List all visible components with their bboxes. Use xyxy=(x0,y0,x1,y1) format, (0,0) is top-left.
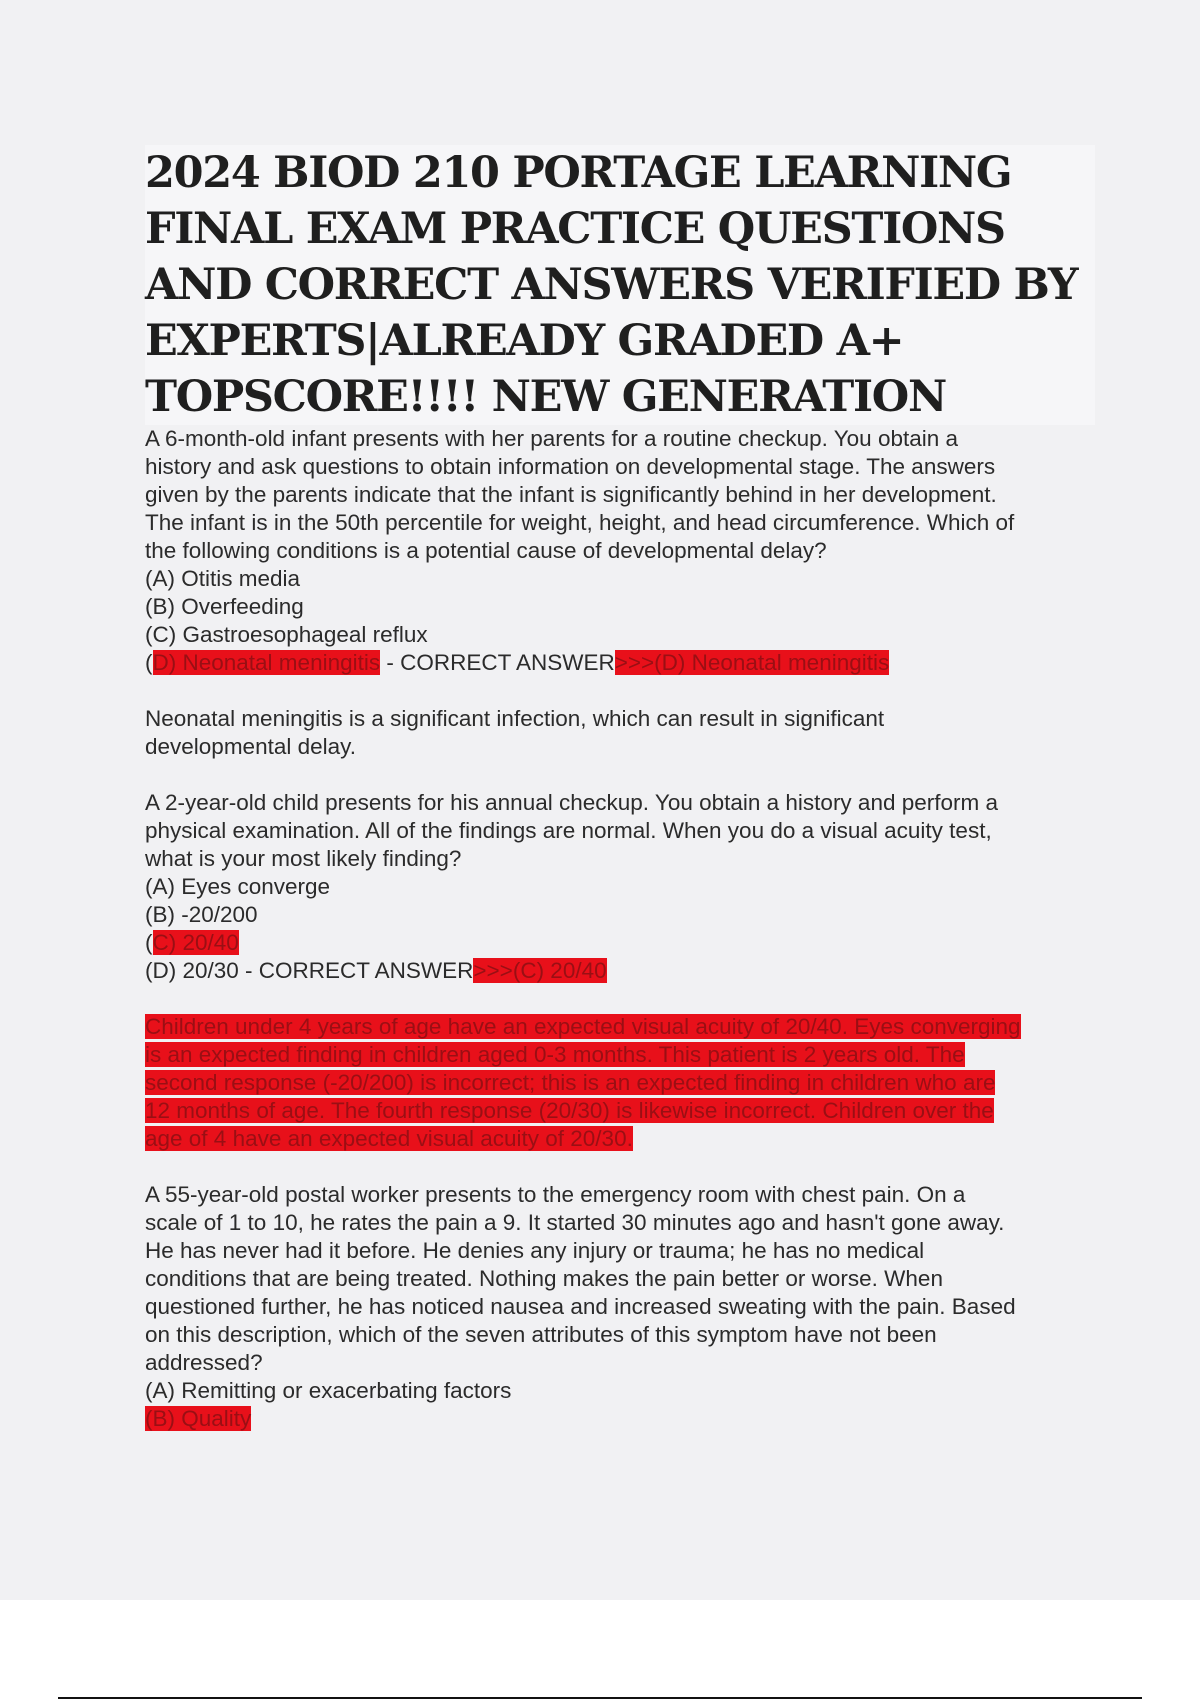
question-3-option-a: (A) Remitting or exacerbating factors xyxy=(145,1378,512,1403)
highlighted-explanation: Children under 4 years of age have an expected visual acuity of 20/40. Eyes converging xyxy=(145,1014,1021,1039)
highlighted-explanation: 12 months of age. The fourth response (20/30) is likewise incorrect. Children over the xyxy=(145,1098,994,1123)
question-3-line: on this description, which of the seven attributes of this symptom have not been xyxy=(145,1322,937,1347)
question-3-line: conditions that are being treated. Nothing makes the pain better or worse. When xyxy=(145,1266,943,1291)
question-2-option-a: (A) Eyes converge xyxy=(145,874,331,899)
question-3-line: scale of 1 to 10, he rates the pain a 9. It started 30 minutes ago and hasn't gone away. xyxy=(145,1210,1005,1235)
highlighted-option-text: D) Neonatal meningitis xyxy=(152,650,381,675)
question-2 xyxy=(145,789,1090,1181)
spacer xyxy=(145,1153,1090,1181)
question-2-option-c xyxy=(145,929,1090,957)
highlighted-option-text: (B) Quality xyxy=(145,1406,252,1431)
question-1-line: The infant is in the 50th percentile for weight, height, and head circumference. Which of xyxy=(145,510,1015,535)
question-1-option-c: (C) Gastroesophageal reflux xyxy=(145,622,428,647)
question-1-line: history and ask questions to obtain information on developmental stage. The answers xyxy=(145,454,996,479)
correct-answer-label: - CORRECT ANSWER xyxy=(380,650,615,675)
highlighted-explanation: is an expected finding in children aged 0-3 months. This patient is 2 years old. The xyxy=(145,1042,965,1067)
question-1-line: the following conditions is a potential cause of developmental delay? xyxy=(145,538,827,563)
question-1 xyxy=(145,425,1090,789)
highlighted-explanation: age of 4 have an expected visual acuity of 20/30. xyxy=(145,1126,633,1151)
document-content xyxy=(145,145,1090,1433)
title-block xyxy=(145,145,1095,425)
question-2-line: what is your most likely finding? xyxy=(145,846,462,871)
option-paren: ( xyxy=(145,650,153,675)
explanation-1-line: Neonatal meningitis is a significant infection, which can result in significant xyxy=(145,706,885,731)
explanation-2-line xyxy=(145,1069,1090,1097)
question-2-option-b: (B) -20/200 xyxy=(145,902,258,927)
question-3-line: He has never had it before. He denies any injury or trauma; he has no medical xyxy=(145,1238,925,1263)
correct-answer-highlight: >>>(D) Neonatal meningitis xyxy=(614,650,890,675)
question-1-option-a: (A) Otitis media xyxy=(145,566,301,591)
question-1-line: given by the parents indicate that the infant is significantly behind in her development. xyxy=(145,482,997,507)
question-3-line: A 55-year-old postal worker presents to the emergency room with chest pain. On a xyxy=(145,1182,966,1207)
explanation-2-line xyxy=(145,1041,1090,1069)
explanation-2-line xyxy=(145,1097,1090,1125)
correct-answer-highlight: >>>(C) 20/40 xyxy=(473,958,607,983)
question-1-option-d xyxy=(145,649,1090,677)
explanation-2-line xyxy=(145,1125,1090,1153)
explanation-2-line xyxy=(145,1013,1090,1041)
spacer xyxy=(145,761,1090,789)
question-1-line: A 6-month-old infant presents with her parents for a routine checkup. You obtain a xyxy=(145,426,959,451)
question-3-line: addressed? xyxy=(145,1350,263,1375)
question-2-line: A 2-year-old child presents for his annual checkup. You obtain a history and perform a xyxy=(145,790,999,815)
question-2-line: physical examination. All of the findings are normal. When you do a visual acuity test, xyxy=(145,818,992,843)
question-2-option-d xyxy=(145,957,1090,985)
question-3-line: questioned further, he has noticed nausea and increased sweating with the pain. Based xyxy=(145,1294,1016,1319)
option-d-text: (D) 20/30 - CORRECT ANSWER xyxy=(145,958,474,983)
spacer xyxy=(145,985,1090,1013)
question-1-option-b: (B) Overfeeding xyxy=(145,594,304,619)
spacer xyxy=(145,677,1090,705)
option-paren: ( xyxy=(145,930,153,955)
document-title: 2024 BIOD 210 PORTAGE LEARNING FINAL EXAM PRACTICE QUESTIONS AND CORRECT ANSWERS VERIFIED BY EXPERTS|ALREADY GRADED A+ TOPSCORE!!!! NEW GENERATION xyxy=(145,148,1078,422)
question-3-option-b xyxy=(145,1405,1090,1433)
footer-rule xyxy=(58,1697,1142,1699)
question-3 xyxy=(145,1181,1090,1433)
highlighted-explanation: second response (-20/200) is incorrect; this is an expected finding in children who are xyxy=(145,1070,996,1095)
explanation-1-line: developmental delay. xyxy=(145,734,356,759)
highlighted-option-text: C) 20/40 xyxy=(152,930,239,955)
